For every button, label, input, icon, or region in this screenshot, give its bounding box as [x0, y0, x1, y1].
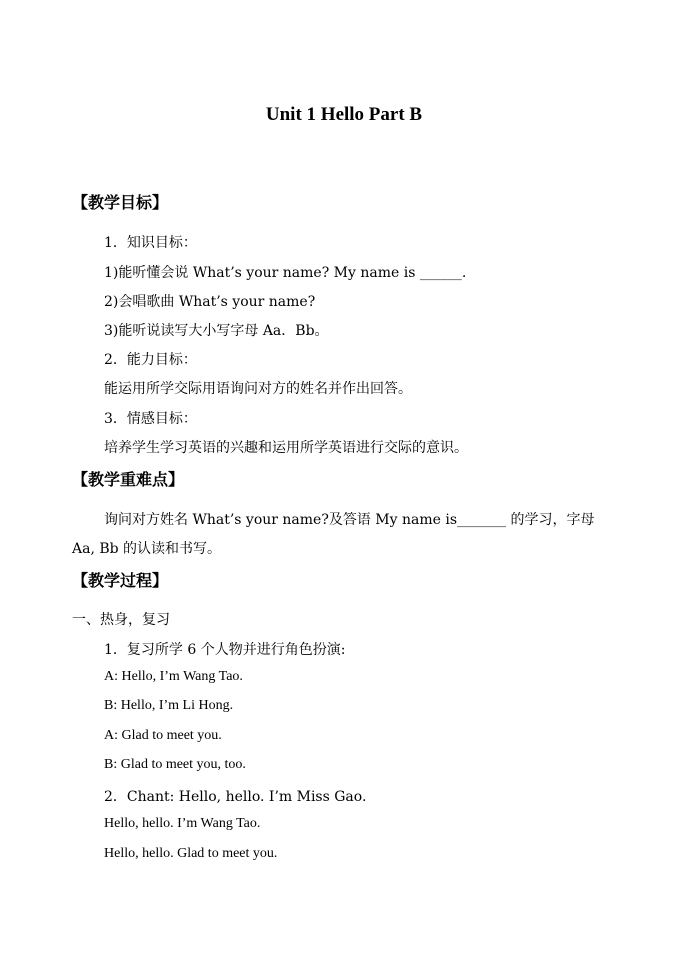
- objectives-line-7: 3．情感目标：: [104, 411, 197, 427]
- process-line-6: B: Glad to meet you, too.: [104, 757, 246, 772]
- process-line-1: 一、热身，复习: [72, 612, 170, 628]
- process-line-8: Hello, hello. I’m Wang Tao.: [104, 816, 261, 831]
- document-title: Unit 1 Hello Part B: [265, 104, 423, 125]
- section-heading-keypoints: 【教学重难点】: [72, 470, 185, 489]
- objectives-line-5: 2．能力目标：: [104, 352, 197, 368]
- objectives-line-8: 培养学生学习英语的兴趣和运用所学英语进行交际的意识。: [104, 440, 468, 456]
- process-line-7: 2．Chant: Hello, hello. I’m Miss Gao.: [104, 789, 367, 805]
- keypoints-line-1: 询问对方姓名 What’s your name?及答语 My name is_______ 的学习，字母: [104, 512, 595, 528]
- process-line-9: Hello, hello. Glad to meet you.: [104, 846, 278, 861]
- section-heading-objectives: 【教学目标】: [72, 193, 169, 212]
- process-line-2: 1．复习所学 6 个人物并进行角色扮演:: [104, 642, 346, 658]
- process-line-5: A: Glad to meet you.: [104, 728, 222, 743]
- section-heading-process: 【教学过程】: [72, 571, 169, 590]
- objectives-line-6: 能运用所学交际用语询问对方的姓名并作出回答。: [104, 381, 412, 397]
- objectives-line-3: 2)会唱歌曲 What’s your name?: [104, 294, 316, 310]
- process-line-3: A: Hello, I’m Wang Tao.: [104, 669, 243, 684]
- process-line-4: B: Hello, I’m Li Hong.: [104, 698, 234, 713]
- objectives-line-1: 1．知识目标：: [104, 235, 197, 251]
- keypoints-line-2: Aa, Bb 的认读和书写。: [72, 541, 222, 557]
- objectives-line-4: 3)能听说读写大小写字母 Aa．Bb。: [104, 323, 329, 339]
- objectives-line-2: 1)能听懂会说 What’s your name? My name is ______.: [104, 265, 467, 281]
